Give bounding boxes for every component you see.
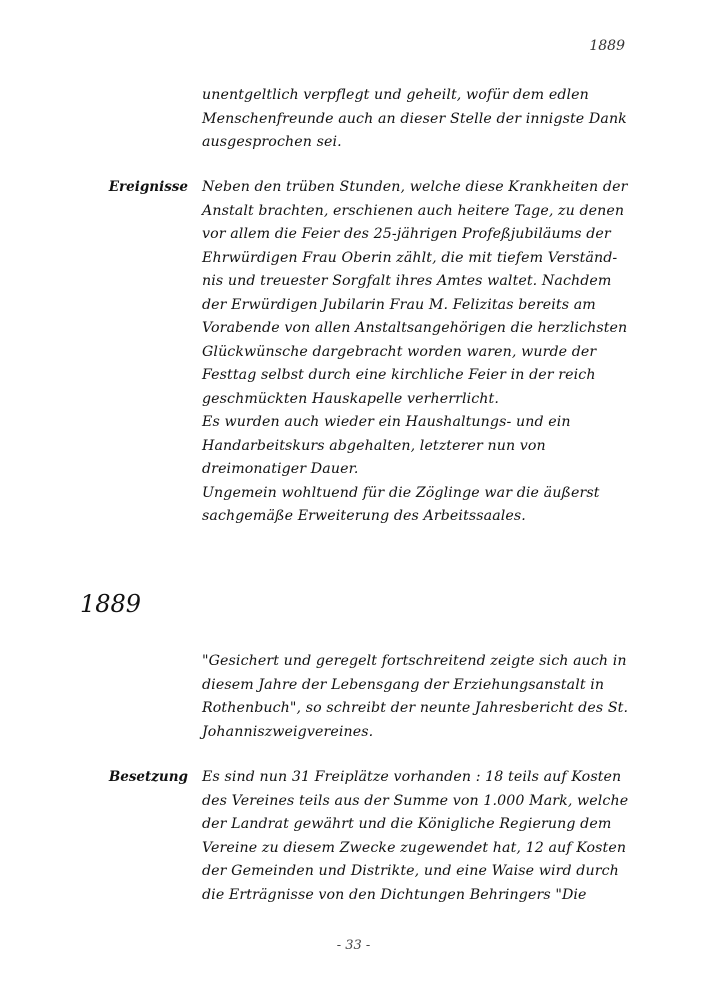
text-line: vor allem die Feier des 25-jährigen Profeßjubiläums der: [202, 226, 611, 242]
margin-label-ereignisse: Ereignisse: [108, 179, 188, 195]
text-line: Neben den trüben Stunden, welche diese Krankheiten der: [202, 179, 628, 195]
text-line: Johanniszweigvereines.: [202, 723, 374, 740]
text-line: "Gesichert und geregelt fortschreitend zeigte sich auch in: [202, 653, 627, 669]
text-line: dreimonatiger Dauer.: [202, 461, 359, 477]
section-year-heading: 1889: [80, 590, 142, 618]
text-line: Festtag selbst durch eine kirchliche Feier in der reich: [202, 367, 596, 383]
text-line: sachgemäße Erweiterung des Arbeitssaales.: [202, 508, 526, 524]
text-line: der Gemeinden und Distrikte, und eine Waise wird durch: [202, 863, 619, 879]
paragraph-quote: [202, 650, 642, 744]
page-number: - 33 -: [336, 938, 371, 953]
text-line: der Erwürdigen Jubilarin Frau M. Felizitas bereits am: [202, 296, 596, 313]
text-line: Anstalt brachten, erschienen auch heitere Tage, zu denen: [202, 202, 625, 219]
text-line: Glückwünsche dargebracht worden waren, wurde der: [202, 343, 597, 360]
text-line: die Erträgnisse von den Dichtungen Behringers "Die: [202, 886, 587, 903]
paragraph-continuation: [202, 84, 642, 155]
text-line: Menschenfreunde auch an dieser Stelle der innigste Dank: [202, 110, 627, 127]
text-line: Es wurden auch wieder ein Haushaltungs- und ein: [202, 414, 571, 430]
margin-label-besetzung: Besetzung: [108, 769, 188, 785]
text-line: unentgeltlich verpflegt und geheilt, wofür dem edlen: [202, 87, 589, 103]
text-line: Vorabende von allen Anstaltsangehörigen die herzlichsten: [202, 320, 628, 336]
text-line: ausgesprochen sei.: [202, 134, 342, 150]
running-header-year: 1889: [589, 38, 625, 54]
paragraph-besetzung: [202, 766, 642, 907]
text-line: diesem Jahre der Lebensgang der Erziehungsanstalt in: [202, 676, 605, 693]
text-line: Handarbeitskurs abgehalten, letzterer nun von: [202, 437, 546, 454]
text-line: Rothenbuch", so schreibt der neunte Jahresbericht des St.: [202, 700, 629, 716]
text-line: Ungemein wohltuend für die Zöglinge war die äußerst: [202, 484, 600, 501]
text-line: geschmückten Hauskapelle verherrlicht.: [202, 390, 499, 407]
text-line: des Vereines teils aus der Summe von 1.000 Mark, welche: [202, 792, 629, 809]
text-line: nis und treuester Sorgfalt ihres Amtes waltet. Nachdem: [202, 273, 612, 289]
text-line: Ehrwürdigen Frau Oberin zählt, die mit tiefem Verständ-: [202, 249, 618, 266]
text-line: Vereine zu diesem Zwecke zugewendet hat, 12 auf Kosten: [202, 839, 627, 856]
paragraph-ereignisse: [202, 176, 642, 529]
text-line: der Landrat gewährt und die Königliche Regierung dem: [202, 816, 612, 832]
text-line: Es sind nun 31 Freiplätze vorhanden : 18 teils auf Kosten: [202, 769, 622, 785]
